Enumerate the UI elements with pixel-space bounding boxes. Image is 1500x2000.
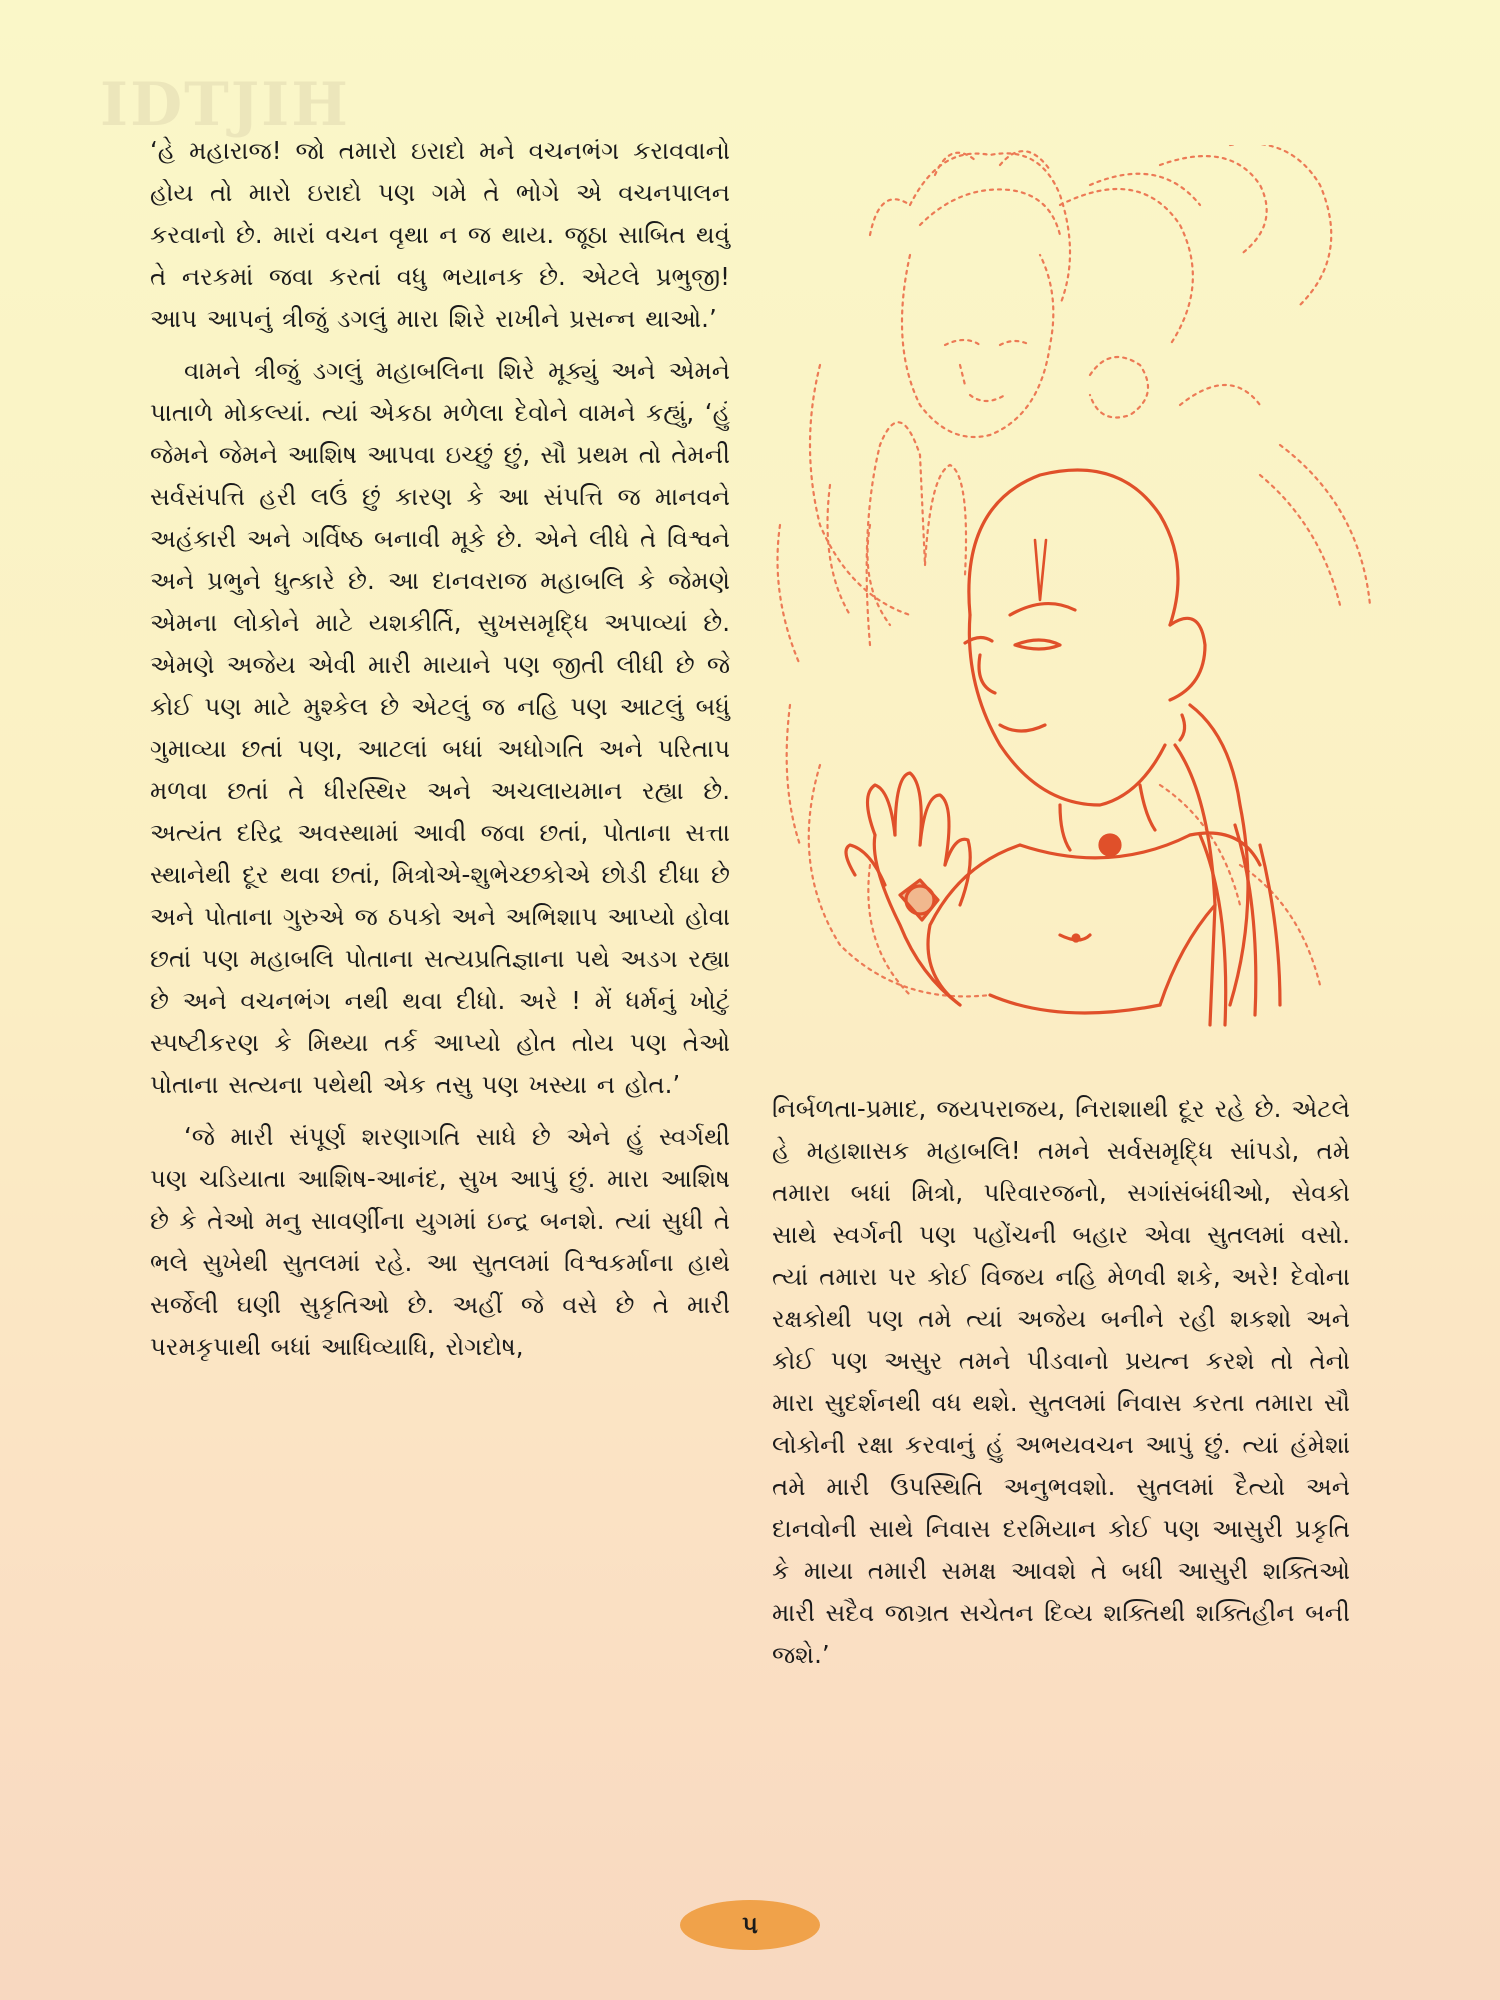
page-number-badge: ૫	[680, 1900, 820, 1950]
right-text-column	[772, 1088, 1350, 1676]
body-paragraph: ‘જે મારી સંપૂર્ણ શરણાગતિ સાધે છે એને હું સ્વર્ગથી પણ ચડિયાતા આશિષ-આનંદ, સુખ આપું છું. મારા આશિષ છે કે તેઓ મનુ સાવર્ણીના યુગમાં ઇન્દ્ર બનશે. ત્યાં સુધી તે ભલે સુખેથી સુતલમાં રહે. આ સુતલમાં વિશ્વકર્માના હાથે સર્જેલી ઘણી સુકૃતિઓ છે. અહીં જે વસે છે તે મારી પરમકૃપાથી બધાં આધિવ્યાધિ, રોગદોષ,	[150, 1122, 730, 1361]
body-paragraph: ‘હે મહારાજ! જો તમારો ઇરાદો મને વચનભંગ કરાવવાનો હોય તો મારો ઇરાદો પણ ગમે તે ભોગે એ વચનપાલન કરવાનો છે. મારાં વચન વૃથા ન જ થાય. જૂઠા સાબિત થવું તે નરકમાં જવા કરતાં વધુ ભયાનક છે. એટલે પ્રભુજી! આપ આપનું ત્રીજું ડગલું મારા શિરે રાખીને પ્રસન્ન થાઓ.’	[150, 136, 730, 333]
body-paragraph: નિર્બળતા-પ્રમાદ, જયપરાજય, નિરાશાથી દૂર રહે છે. એટલે હે મહાશાસક મહાબલિ! તમને સર્વસમૃદ્ધિ સાંપડો, તમે તમારા બધાં મિત્રો, પરિવારજનો, સગાંસંબંધીઓ, સેવકો સાથે સ્વર્ગની પણ પહોંચની બહાર એવા સુતલમાં વસો. ત્યાં તમારા પર કોઈ વિજય નહિ મેળવી શકે, અરે! દેવોના રક્ષકોથી પણ તમે ત્યાં અજેય બનીને રહી શકશો અને કોઈ પણ અસુર તમને પીડવાનો પ્રયત્ન કરશે તો તેનો મારા સુદર્શનથી વધ થશે. સુતલમાં નિવાસ કરતા તમારા સૌ લોકોની રક્ષા કરવાનું હું અભયવચન આપું છું. ત્યાં હંમેશાં તમે મારી ઉપસ્થિતિ અનુભવશો. સુતલમાં દૈત્યો અને દાનવોની સાથે નિવાસ દરમિયાન કોઈ પણ આસુરી પ્રકૃતિ કે માયા તમારી સમક્ષ આવશે તે બધી આસુરી શક્તિઓ મારી સદૈવ જાગ્રત સચેતન દિવ્ય શક્તિથી શક્તિહીન બની જશે.’	[772, 1094, 1350, 1669]
vamana-line-art	[846, 470, 1280, 1025]
left-text-column	[150, 130, 730, 1368]
background-watermark: IDTJIH	[100, 70, 350, 140]
body-paragraph: વામને ત્રીજું ડગલું મહાબલિના શિરે મૂક્યું અને એમને પાતાળે મોકલ્યાં. ત્યાં એકઠા મળેલા દેવોને વામને કહ્યું, ‘હું જેમને જેમને આશિષ આપવા ઇચ્છું છું, સૌ પ્રથમ તો તેમની સર્વસંપત્તિ હરી લઉં છું કારણ કે આ સંપત્તિ જ માનવને અહંકારી અને ગર્વિષ્ઠ બનાવી મૂકે છે. એને લીધે તે વિશ્વને અને પ્રભુને ધુત્કારે છે. આ દાનવરાજ મહાબલિ કે જેમણે એમના લોકોને માટે યશકીર્તિ, સુખસમૃદ્ધિ અપાવ્યાં છે. એમણે અજેય એવી મારી માયાને પણ જીતી લીધી છે જે કોઈ પણ માટે મુશ્કેલ છે એટલું જ નહિ પણ આટલું બધું ગુમાવ્યા છતાં પણ, આટલાં બધાં અધોગતિ અને પરિતાપ મળવા છતાં તે ધીરસ્થિર અને અચલાયમાન રહ્યા છે. અત્યંત દરિદ્ર અવસ્થામાં આવી જવા છતાં, પોતાના સત્તા સ્થાનેથી દૂર થવા છતાં, મિત્રોએ-શુભેચ્છકોએ છોડી દીધા છે અને પોતાના ગુરુએ જ ઠપકો અને અભિશાપ આપ્યો હોવા છતાં પણ મહાબલિ પોતાના સત્યપ્રતિજ્ઞાના પથે અડગ રહ્યા છે અને વચનભંગ નથી થવા દીધો. અરે ! મેં ધર્મનું ખોટું સ્પષ્ટીકરણ કે મિથ્યા તર્ક આપ્યો હોત તોય પણ તેઓ પોતાના સત્યના પથેથી એક તસુ પણ ખસ્યા ન હોત.’	[150, 356, 730, 1099]
dotted-vishnu-sketch	[778, 145, 1371, 996]
vamana-illustration	[760, 145, 1400, 1085]
